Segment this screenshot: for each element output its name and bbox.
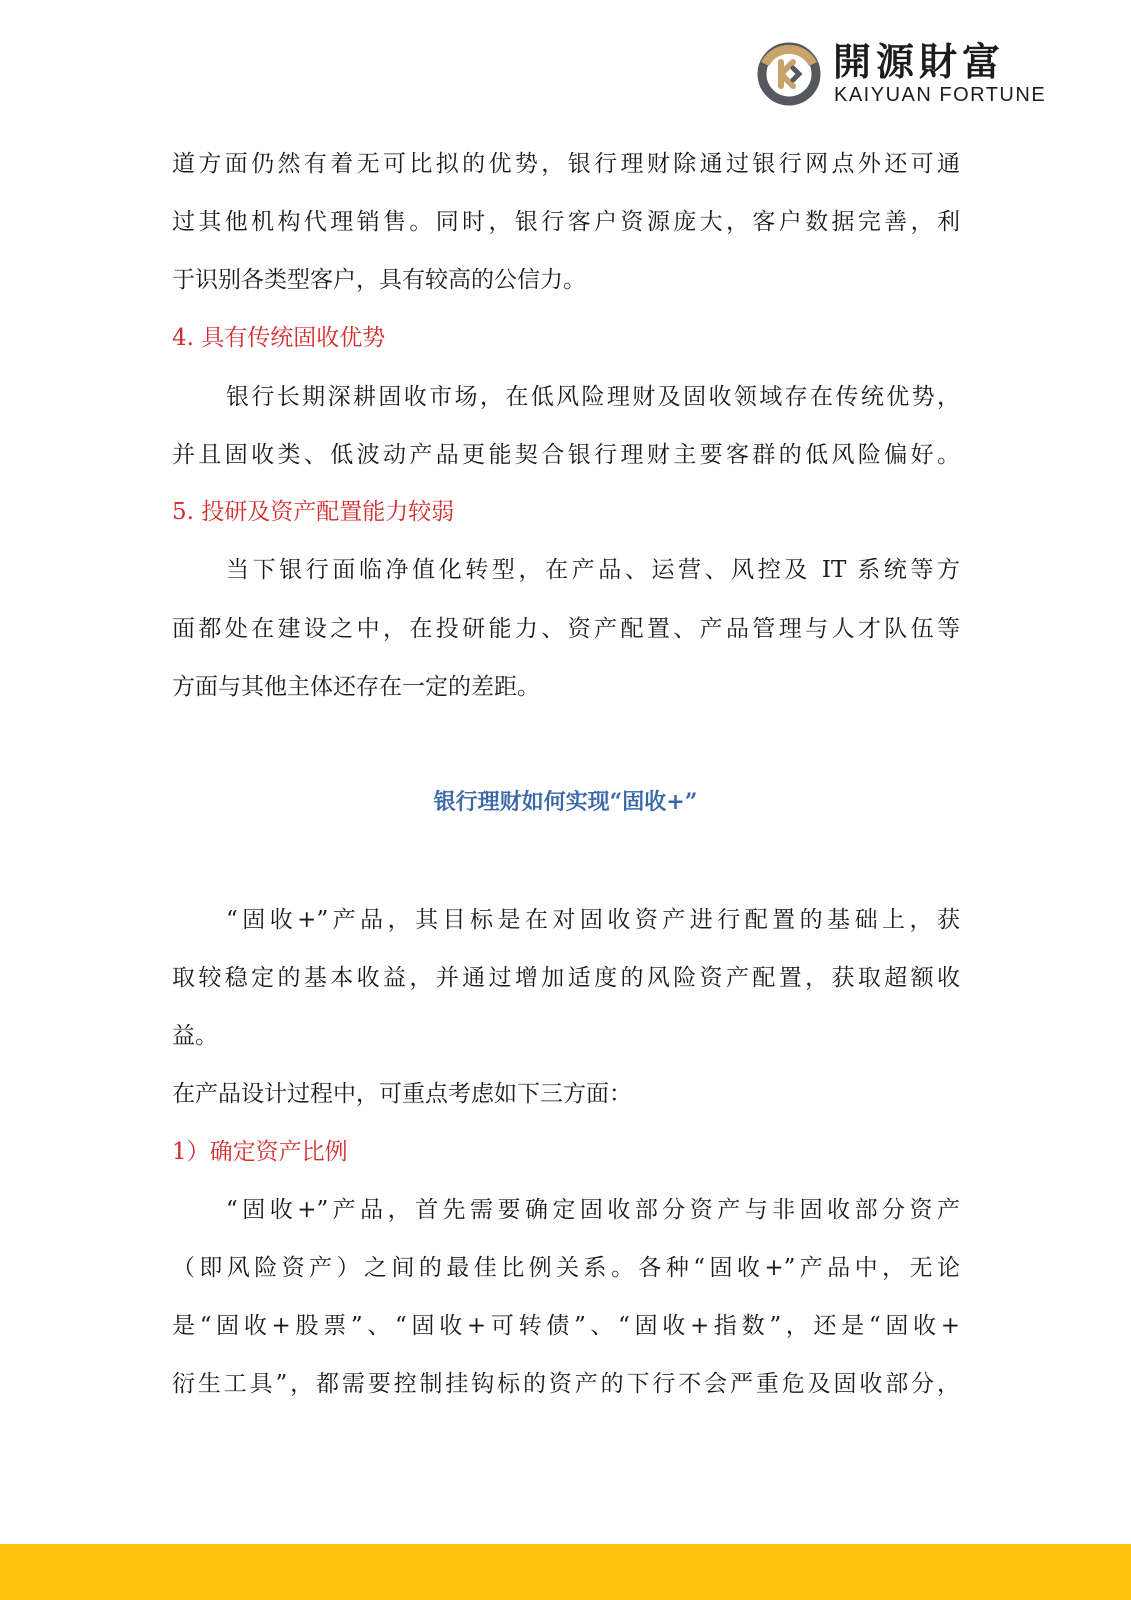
subsection-heading-1: 1）确定资产比例	[172, 1139, 348, 1165]
company-logo	[757, 42, 1047, 108]
paragraph-line: 方面与其他主体还存在一定的差距。	[172, 674, 540, 700]
paragraph-line: 在产品设计过程中，可重点考虑如下三方面：	[172, 1081, 632, 1107]
paragraph-line: “固收+”产品，首先需要确定固收部分资产与非固收部分资产	[226, 1197, 960, 1223]
paragraph-line: 取较稳定的基本收益，并通过增加适度的风险资产配置，获取超额收	[172, 965, 960, 991]
paragraph-line: 益。	[172, 1023, 218, 1049]
section-title: 银行理财如何实现“固收+”	[433, 789, 698, 815]
logo-english-name: KAIYUAN FORTUNE	[834, 84, 1047, 106]
section-heading-4: 4. 具有传统固收优势	[172, 325, 386, 351]
kaiyuan-logo-mark-icon	[757, 42, 821, 106]
paragraph-line: 当下银行面临净值化转型，在产品、运营、风控及 IT 系统等方	[226, 557, 960, 583]
section-heading-5: 5. 投研及资产配置能力较弱	[172, 499, 455, 525]
paragraph-line: 是“固收+股票”、“固收+可转债”、“固收+指数”，还是“固收+	[172, 1313, 960, 1339]
logo-chinese-name: 開源財富	[833, 40, 1006, 84]
footer-bar	[0, 1544, 1131, 1600]
paragraph-line: （即风险资产）之间的最佳比例关系。各种“固收+”产品中，无论	[172, 1255, 960, 1281]
paragraph-line: 于识别各类型客户，具有较高的公信力。	[172, 267, 586, 293]
paragraph-line: 过其他机构代理销售。同时，银行客户资源庞大，客户数据完善，利	[172, 209, 960, 235]
paragraph-line: 面都处在建设之中，在投研能力、资产配置、产品管理与人才队伍等	[172, 616, 960, 642]
paragraph-line: “固收+”产品，其目标是在对固收资产进行配置的基础上，获	[226, 907, 960, 933]
paragraph-line: 银行长期深耕固收市场，在低风险理财及固收领域存在传统优势，	[226, 384, 960, 410]
paragraph-line: 并且固收类、低波动产品更能契合银行理财主要客群的低风险偏好。	[172, 442, 960, 468]
paragraph-line: 衍生工具”，都需要控制挂钩标的资产的下行不会严重危及固收部分，	[172, 1371, 960, 1397]
paragraph-line: 道方面仍然有着无可比拟的优势，银行理财除通过银行网点外还可通	[172, 151, 960, 177]
